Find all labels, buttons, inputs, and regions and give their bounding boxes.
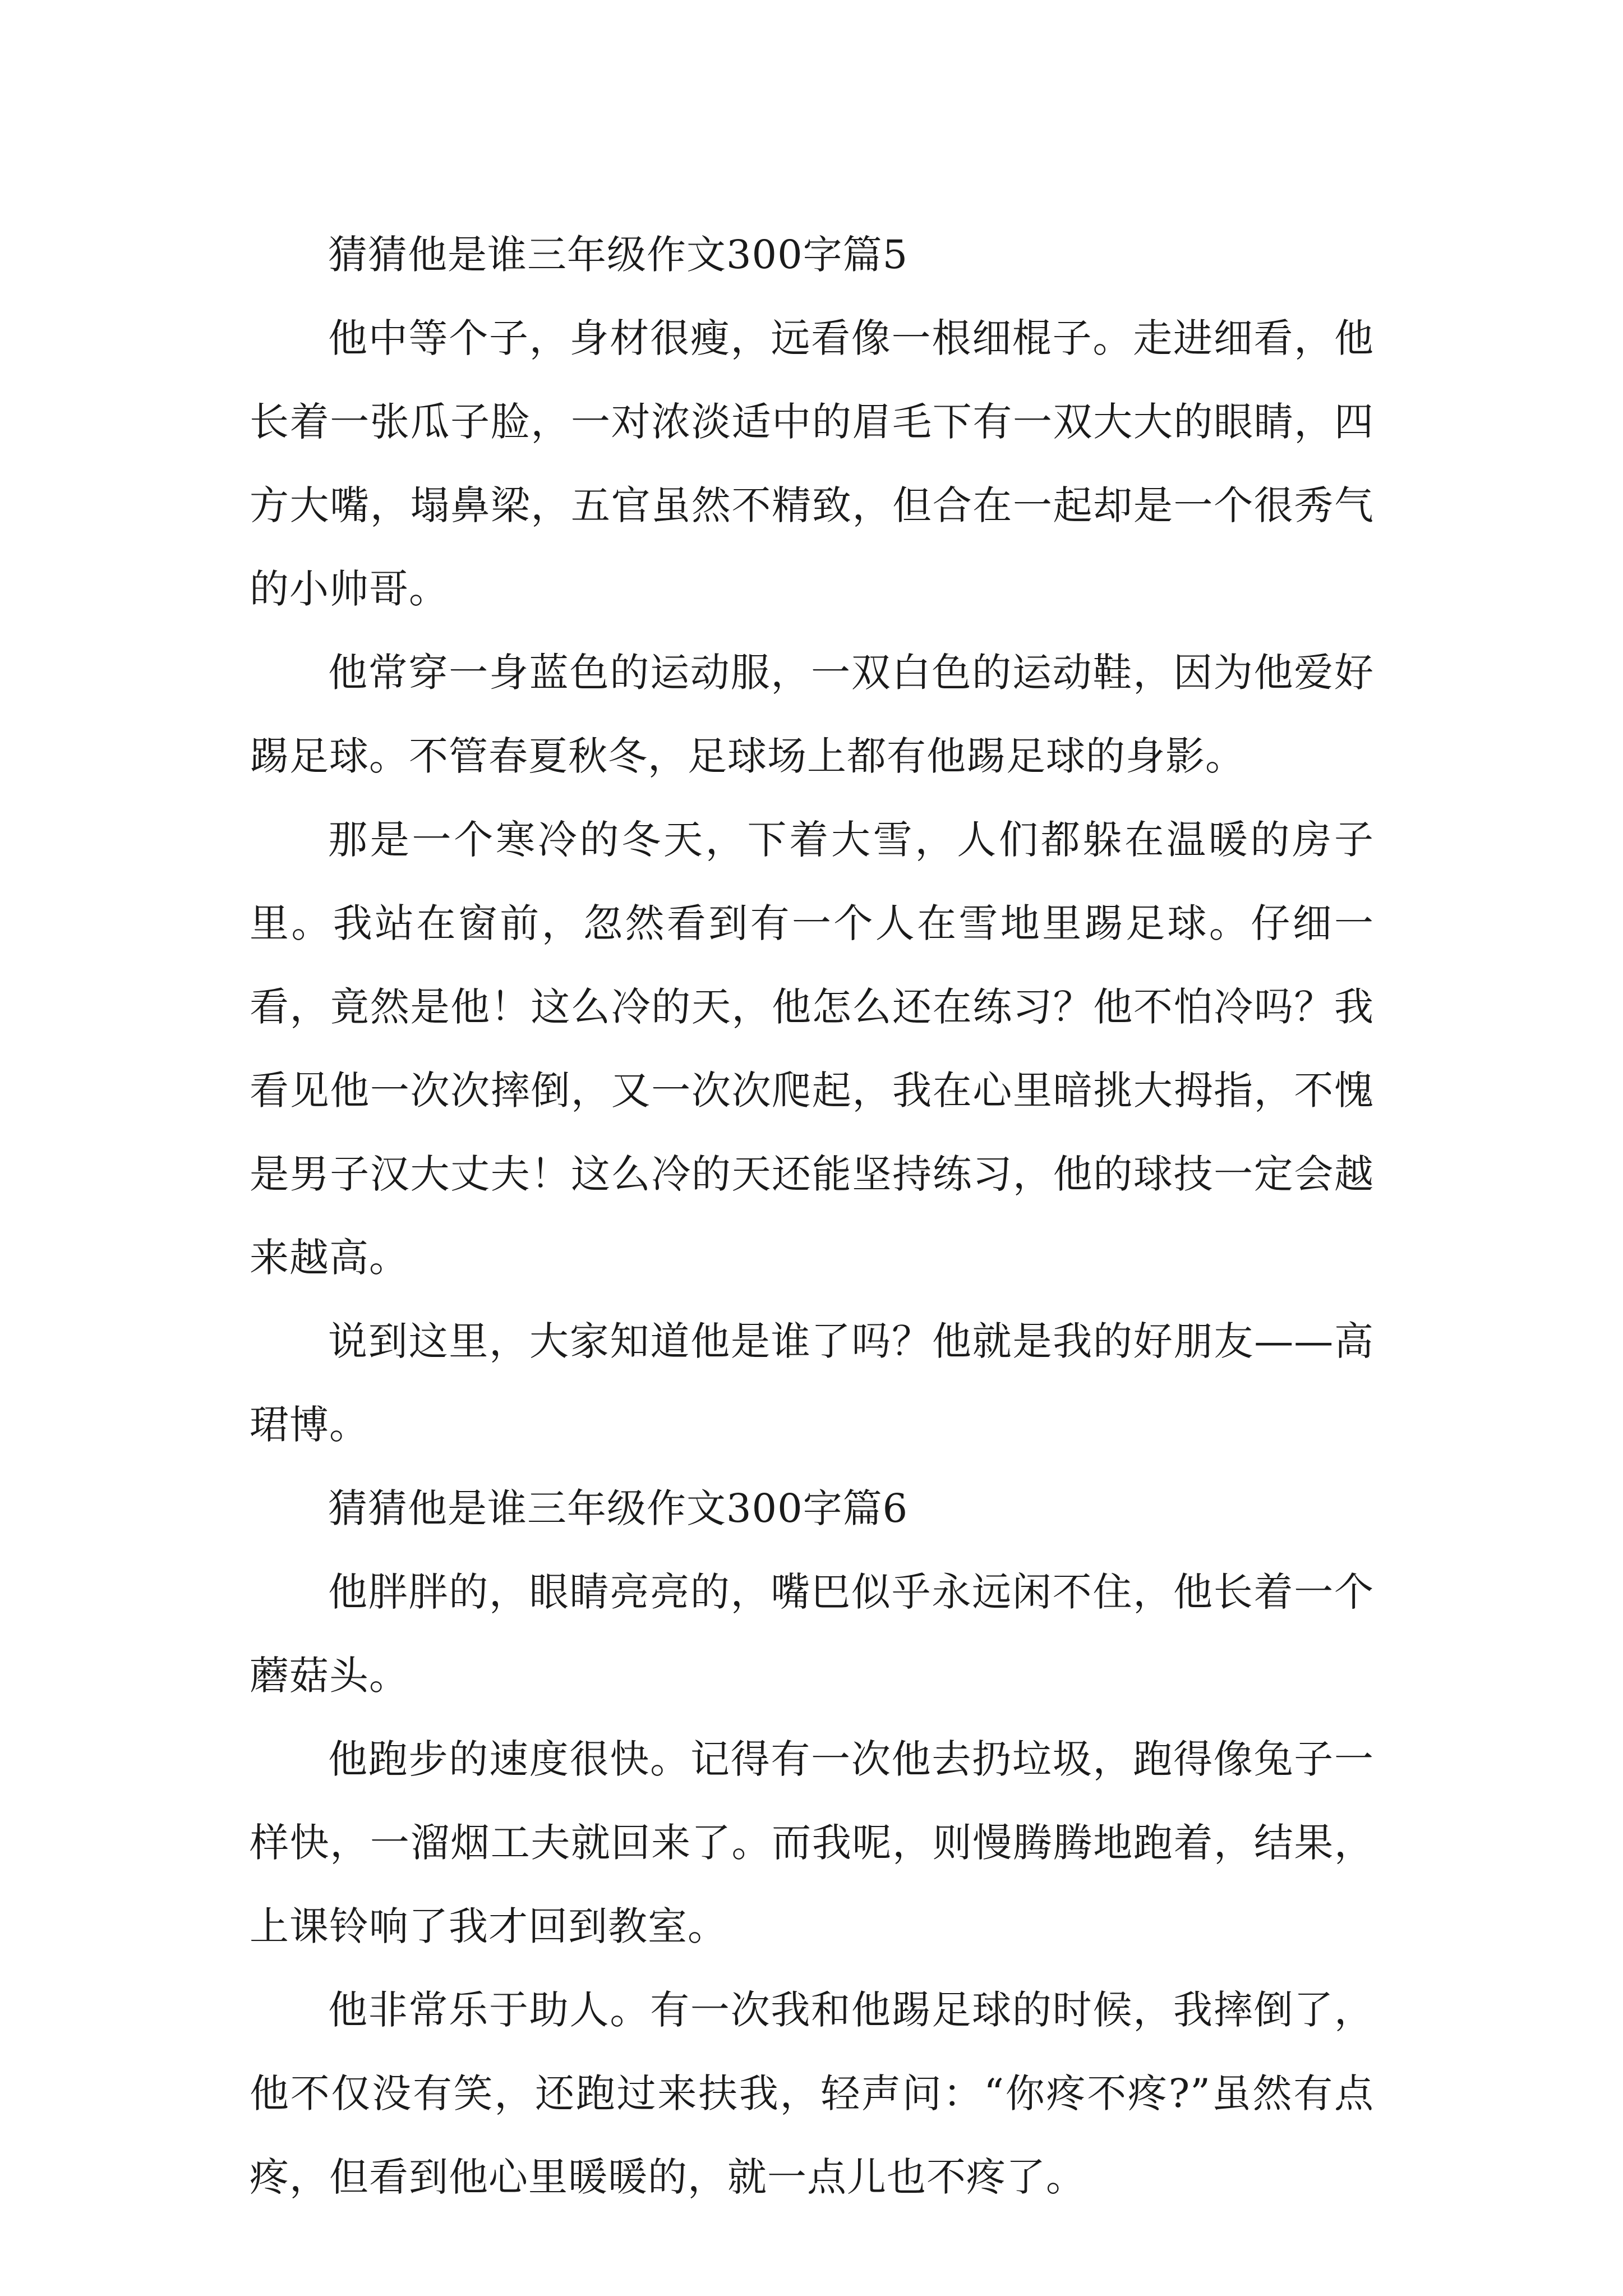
paragraph: 他常穿一身蓝色的运动服，一双白色的运动鞋，因为他爱好踢足球。不管春夏秋冬，足球场上都有他踢足球的身影。 [250, 650, 1374, 779]
paragraph: 他非常乐于助人。有一次我和他踢足球的时候，我摔倒了，他不仅没有笑，还跑过来扶我，轻声问：“你疼不疼?”虽然有点疼，但看到他心里暖暖的，就一点儿也不疼了。 [250, 1987, 1374, 2200]
section-heading-5: 猜猜他是谁三年级作文300字篇5 [328, 232, 909, 278]
document-body [250, 213, 1374, 2219]
section-heading-6: 猜猜他是谁三年级作文300字篇6 [328, 1485, 909, 1531]
paragraph: 他中等个子，身材很瘦，远看像一根细棍子。走进细看，他长着一张瓜子脸，一对浓淡适中的眉毛下有一双大大的眼睛，四方大嘴，塌鼻梁，五官虽然不精致，但合在一起却是一个很秀气的小帅哥。 [250, 315, 1374, 612]
paragraph: 他跑步的速度很快。记得有一次他去扔垃圾，跑得像兔子一样快，一溜烟工夫就回来了。而我呢，则慢腾腾地跑着，结果，上课铃响了我才回到教室。 [250, 1736, 1374, 1949]
paragraph: 那是一个寒冷的冬天，下着大雪，人们都躲在温暖的房子里。我站在窗前，忽然看到有一个人在雪地里踢足球。仔细一看，竟然是他！这么冷的天，他怎么还在练习？他不怕冷吗？我看见他一次次摔倒，又一次次爬起，我在心里暗挑大拇指，不愧是男子汉大丈夫！这么冷的天还能坚持练习，他的球技一定会越来越高。 [250, 817, 1374, 1281]
paragraph: 说到这里，大家知道他是谁了吗？他就是我的好朋友——高珺博。 [250, 1318, 1374, 1448]
paragraph: 他胖胖的，眼睛亮亮的，嘴巴似乎永远闲不住，他长着一个蘑菇头。 [250, 1569, 1374, 1699]
